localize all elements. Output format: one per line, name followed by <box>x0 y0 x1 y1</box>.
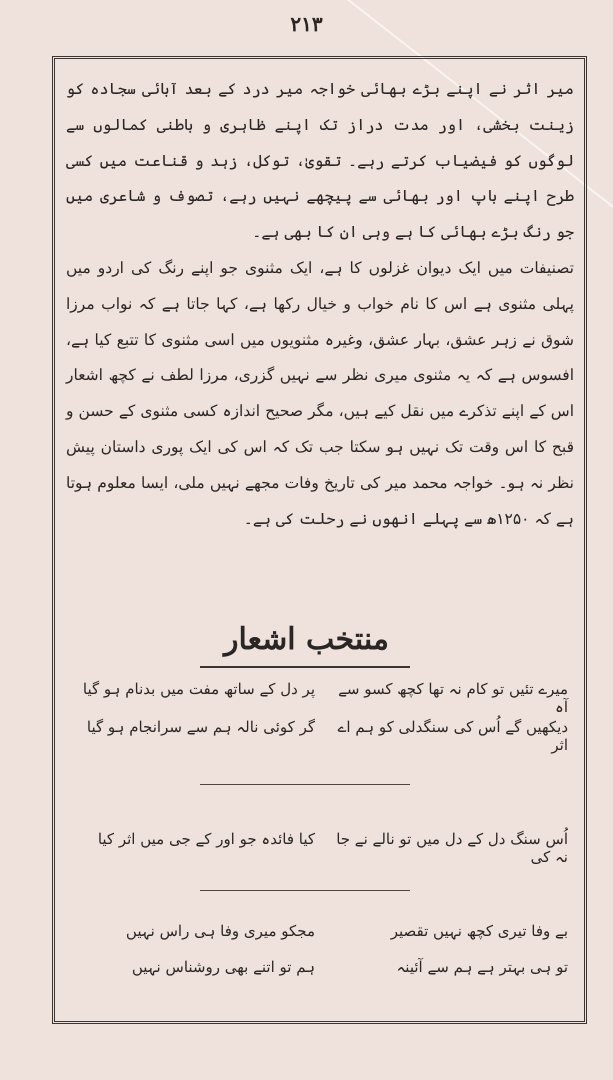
couplet-3-first-line: اُس سنگ دل کے دل میں تو نالے نے جا نہ کی <box>336 830 568 866</box>
couplet-5-second-line: ہم تو اتنے بھی روشناس نہیں <box>131 958 315 976</box>
divider-1 <box>200 784 410 785</box>
divider-2 <box>200 890 410 891</box>
page-number: ۲۱۳ <box>290 12 323 36</box>
couplet-3-second-line: کیا فائدہ جو اور کے جی میں اثر کیا <box>97 830 315 848</box>
paragraph-1: میر اثر نے اپنے بڑے بھائی خواجہ میر درد کے بعد آبائی سجادہ کو زینت بخشی، اور مدت دراز تک اپنے ظاہری و باطنی کمالوں سے لوگوں کو فیضیاب کرتے رہے۔ تقویٰ، توکل، زہد و قناعت میں کسی طرح اپنے باپ اور بھائی سے پیچھے نہیں رہے، تصوف و شاعری میں جو رنگ بڑے بھائی کا ہے وہی ان کا بھی ہے۔ <box>66 80 574 242</box>
body-text <box>66 72 574 537</box>
couplet-2 <box>66 718 574 754</box>
couplet-4 <box>66 922 574 950</box>
couplet-2-first-line: دیکھیں گے اُس کی سنگدلی کو ہم اے اثر <box>337 718 568 754</box>
couplet-4-first-line: بے وفا تیری کچھ نہیں تقصیر <box>390 922 568 940</box>
section-heading: منتخب اشعار <box>223 622 389 657</box>
couplet-1 <box>66 680 574 716</box>
couplet-1-second-line: پر دل کے ساتھ مفت میں بدنام ہو گیا <box>82 680 315 698</box>
paragraph-2: تصنیفات میں ایک دیوان غزلوں کا ہے، ایک مثنوی جو اپنے رنگ کی اردو میں پہلی مثنوی ہے اس کا نام خواب و خیال رکھا ہے، کہا جاتا ہے کہ نواب مرزا شوق نے زہر عشق، بہار عشق، وغیرہ مثنویوں میں اسی مثنوی کا تتبع کیا ہے، افسوس ہے کہ یہ مثنوی میری نظر سے نہیں گزری، مرزا لطف نے کچھ اشعار اس کے اپنے تذکرے میں نقل کیے ہیں، مگر صحیح اندازہ کسی مثنوی کے حسن و قبح کا اس وقت تک نہیں ہو سکتا جب تک کہ اس کی ایک پوری داستان پیش نظر نہ ہو۔ خواجہ محمد میر کی تاریخ وفات مجھے نہیں ملی، ایسا معلوم ہوتا ہے کہ ۱۲۵۰ھ سے پہلے انھوں نے رحلت کی ہے۔ <box>66 258 574 528</box>
couplet-5-first-line: تو ہی بہتر ہے ہم سے آئینہ <box>396 958 568 976</box>
couplet-4-second-line: مجکو میری وفا ہی راس نہیں <box>125 922 315 940</box>
heading-underline <box>200 666 410 668</box>
couplet-3 <box>66 830 574 866</box>
couplet-1-first-line: میرے تئیں تو کام نہ تھا کچھ کسو سے آہ <box>338 680 568 716</box>
couplet-5 <box>66 958 574 986</box>
couplet-2-second-line: گر کوئی نالہ ہم سے سرانجام ہو گیا <box>86 718 315 736</box>
